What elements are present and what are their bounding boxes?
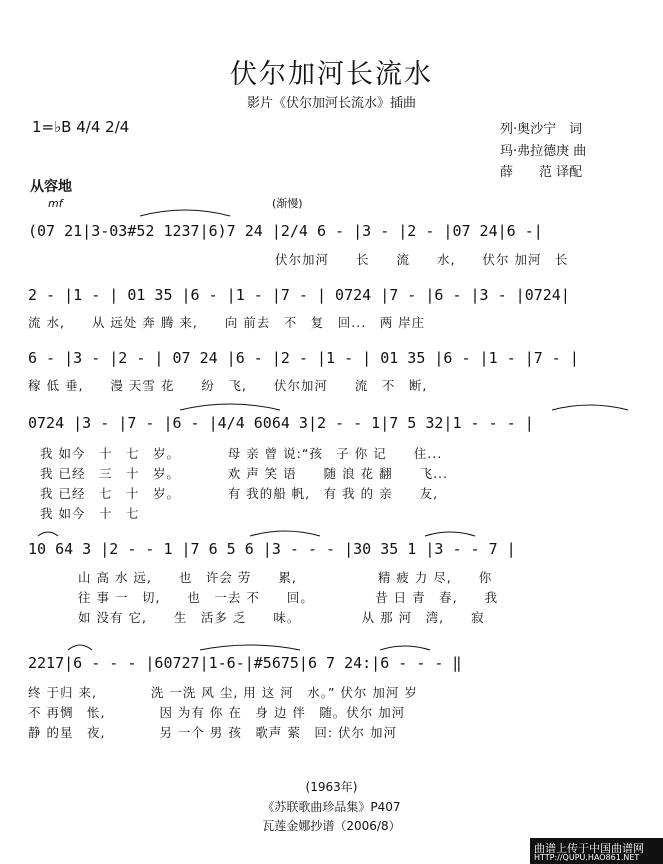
footer-source: 《苏联歌曲珍品集》P407 [262,800,401,814]
tempo-marking: 从容地 [30,179,72,195]
watermark-url: HTTP://QUPU.HAO861.NET [534,853,640,862]
slur-mark [38,532,58,536]
notation-line-4: 0724 |3 - |7 - |6 - |4/4 6064 3|2 - - 1|7 5 32|1 - - - | [28,414,534,432]
subtitle: 影片《伏尔加河长流水》插曲 [246,96,416,111]
lyric-line-4-verse-3: 我 已经 七 十 岁。 有 我的船 帆, 有 我 的 亲 友, [40,486,439,501]
lyric-line-5-verse-3: 如 没有 它, 生 活多 乏 味。 从 那 河 湾, 寂 [78,610,485,625]
lyric-line-4-verse-4: 我 如今 十 七 [40,506,140,521]
page-title: 伏尔加河长流水 [230,59,433,90]
lyric-line-3-verse-1: 稼 低 垂, 漫 天雪 花 纷 飞, 伏尔加河 流 不 断, [28,378,428,393]
slur-mark [180,404,280,410]
lyric-line-6-verse-1: 终 于归 来, 洗 一洗 风 尘, 用 这 河 水。” 伏尔 加河 岁 [28,685,418,700]
watermark-text: 曲谱上传于中国曲谱网 [534,842,644,855]
notation-line-5: 10 64 3 |2 - - 1 |7 6 5 6 |3 - - - |30 35 1 |3 - - 7 | [28,540,516,558]
notation-line-2: 2 - |1 - | 01 35 |6 - |1 - |7 - | 0724 |7 - |6 - |3 - |0724| [28,286,570,304]
slur-mark [68,645,92,650]
slur-mark [200,645,300,650]
credit-lyricist: 列·奥沙宁 词 [500,122,583,137]
lyric-line-6-verse-3: 静 的星 夜, 另 一个 男 孩 歌声 萦 回: 伏尔 加河 [28,725,397,740]
slur-mark [425,532,475,536]
slur-mark [250,531,320,536]
lyric-line-5-verse-1: 山 高 水 远, 也 许会 劳 累, 精 疲 力 尽, 你 [78,570,493,585]
footer-year: (1963年) [305,780,358,794]
lyric-line-5-verse-2: 往 事 一 切, 也 一去 不 回。 昔 日 青 春, 我 [78,590,499,605]
lyric-line-1-verse-1: 伏尔加河 长 流 水, 伏尔 加河 长 [275,252,569,267]
key-signature: 1=♭B 4/4 2/4 [32,118,130,136]
lyric-line-6-verse-2: 不 再惆 怅, 因 为有 你 在 身 边 伴 随。伏尔 加河 [28,705,406,720]
lyric-line-2-verse-1: 流 水, 从 远处 奔 腾 来, 向 前去 不 复 回... 两 岸庄 [28,315,426,330]
lyric-line-4-verse-2: 我 已经 三 十 岁。 欢 声 笑 语 随 浪 花 翻 飞... [40,466,448,481]
notation-line-6: 2217|6 - - - |60727|1-6-|#5675|6 7 24:|6 - - - ‖ [28,654,462,672]
slur-mark [552,405,628,410]
lyric-line-4-verse-1: 我 如今 十 七 岁。 母 亲 曾 说:“孩 子 你 记 住... [40,446,443,461]
slowing-marking: (渐慢) [272,197,303,210]
credit-composer: 玛·弗拉德庚 曲 [500,144,587,159]
slur-mark [140,210,230,216]
dynamic-marking: mf [48,197,63,210]
footer-copyist: 瓦莲金娜抄谱（2006/8） [262,819,401,833]
notation-line-1: (07 21|3-03#52 1237|6)7 24 |2/4 6 - |3 - |2 - |07 24|6 -| [28,222,543,240]
slur-mark [380,646,430,650]
notation-line-3: 6 - |3 - |2 - | 07 24 |6 - |2 - |1 - | 01 35 |6 - |1 - |7 - | [28,349,579,367]
credit-translator: 薛 范 译配 [500,165,583,180]
